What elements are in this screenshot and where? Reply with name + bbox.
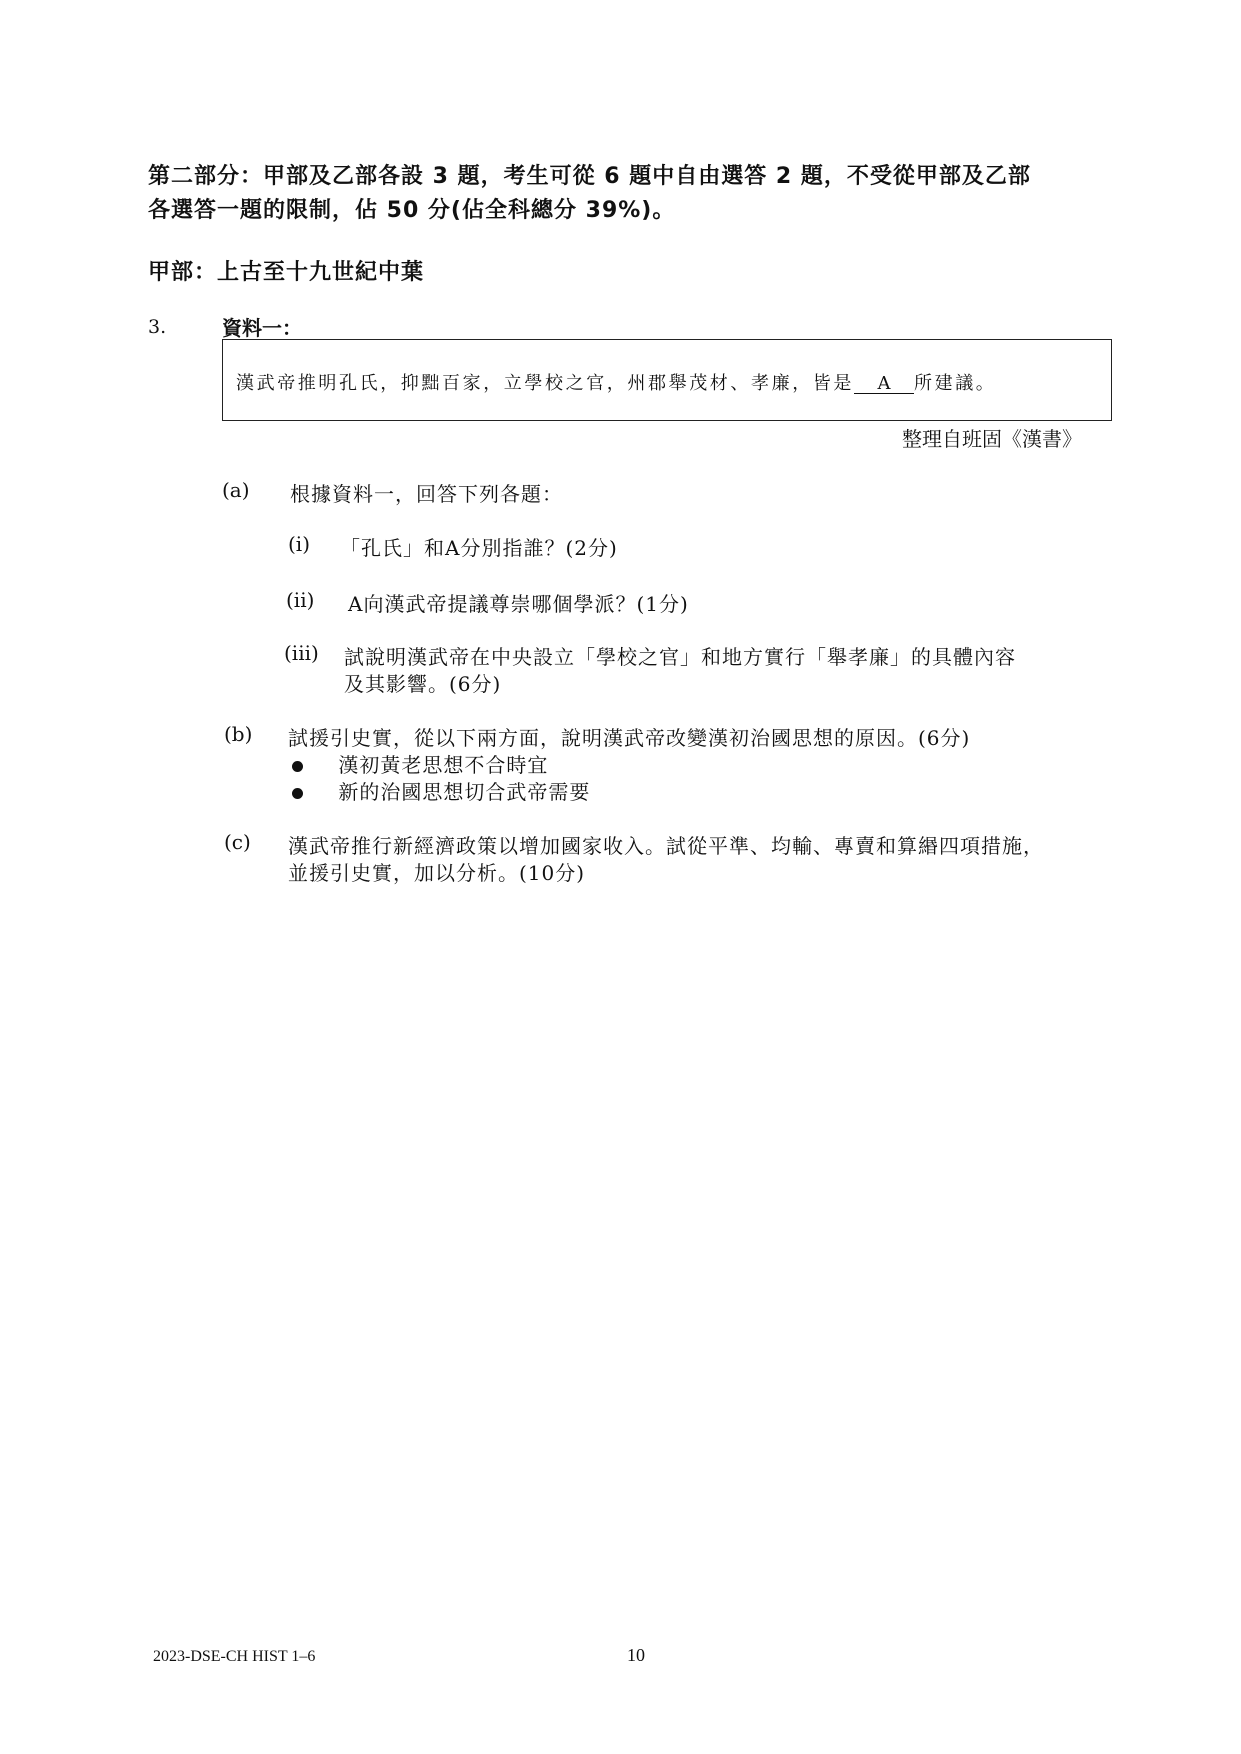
bullet-icon [292,761,303,772]
part-b-text: 試援引史實，從以下兩方面，說明漢武帝改變漢初治國思想的原因。(6分) [288,726,971,750]
part-a-ii-text: A向漢武帝提議尊崇哪個學派？(1分) [348,592,689,616]
part-a-ii-label: (ii) [286,588,315,612]
part-c-label: (c) [224,830,251,854]
bullet-text: 漢初黃老思想不合時宜 [338,753,549,777]
part-a-text: 根據資料一，回答下列各題： [290,482,563,506]
part-a-iii-label: (iii) [284,641,319,665]
part-instructions [148,160,1118,228]
section-title: 甲部：上古至十九世紀中葉 [148,260,425,285]
part-a-i-label: (i) [288,532,311,556]
part-a-i-text: 「孔氏」和A分別指誰？(2分) [340,536,618,560]
part-a-iii-line-2: 及其影響。(6分) [344,672,502,696]
source-text [236,369,996,395]
source-text-after: 所建議。 [914,373,997,394]
part-c-line-2: 並援引史實，加以分析。(10分) [288,861,586,885]
part-c-line-1: 漢武帝推行新經濟政策以增加國家收入。試從平準、均輸、專賣和算緡四項措施， [288,834,1044,858]
source-label: 資料一： [222,316,302,340]
question-number: 3. [148,316,167,338]
bullet-item [292,776,590,805]
footer-code: 2023-DSE-CH HIST 1–6 [153,1648,316,1665]
bullet-item [292,749,548,778]
bullet-icon [292,788,303,799]
source-text-before: 漢武帝推明孔氏，抑黜百家，立學校之官，州郡舉茂材、孝廉，皆是 [236,373,854,394]
bullet-text: 新的治國思想切合武帝需要 [338,780,591,804]
source-blank: A [854,375,914,394]
instructions-line-1: 第二部分：甲部及乙部各設 3 題，考生可從 6 題中自由選答 2 題，不受從甲部及乙部 [148,164,1031,189]
page-number: 10 [627,1645,645,1665]
source-citation: 整理自班固《漢書》 [902,427,1082,451]
part-b-label: (b) [224,722,253,746]
part-a-iii-line-1: 試說明漢武帝在中央設立「學校之官」和地方實行「舉孝廉」的具體內容 [344,645,1016,669]
part-a-label: (a) [222,478,250,502]
instructions-line-2: 各選答一題的限制，佔 50 分(佔全科總分 39%)。 [148,198,676,223]
